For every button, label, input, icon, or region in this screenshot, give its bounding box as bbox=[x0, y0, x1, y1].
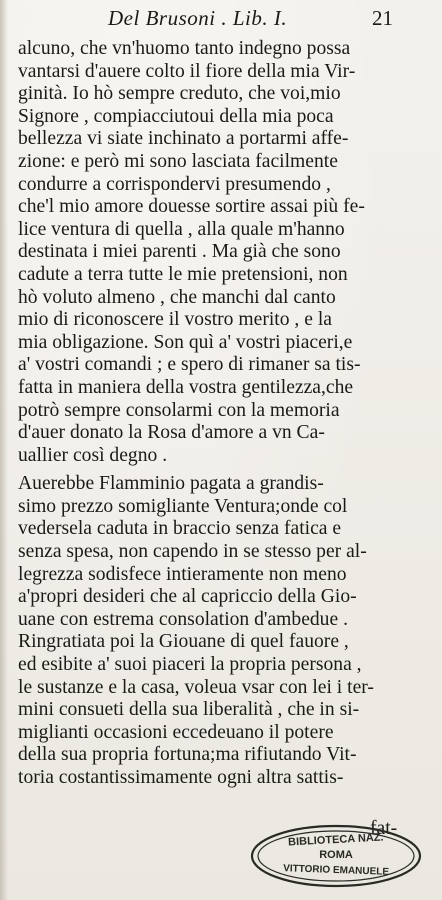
text-line: condurre a corrispondervi presumendo , bbox=[18, 173, 331, 195]
library-stamp bbox=[248, 822, 424, 890]
text-line: uane con estrema consolation d'ambedue . bbox=[18, 608, 348, 630]
text-line: mio di riconoscere il vostro merito , e la bbox=[18, 309, 332, 331]
text-line: fatta in maniera della vostra gentilezza,che bbox=[18, 376, 354, 398]
stamp-text-line2: ROMA bbox=[319, 849, 353, 861]
text-line: bellezza vi siate inchinato a portarmi affe- bbox=[18, 128, 349, 150]
text-line: cadute a terra tutte le mie pretensioni, non bbox=[18, 263, 348, 285]
text-line: destinata i miei parenti . Ma già che sono bbox=[18, 241, 341, 263]
text-line: ginità. Io hò sempre creduto, che voi,mio bbox=[18, 83, 341, 105]
stamp-text-line3: VITTORIO EMANUELE bbox=[282, 863, 390, 878]
page-number: 21 bbox=[372, 6, 393, 30]
text-line: ed esibite a' suoi piaceri la propria persona , bbox=[18, 654, 362, 676]
text-line: zione: e però mi sono lasciata facilmente bbox=[18, 150, 338, 172]
running-title: Del Brusoni . Lib. I. bbox=[108, 6, 288, 30]
text-line: Signore , compiacciutoui della mia poca bbox=[18, 105, 334, 127]
text-line: della sua propria fortuna;ma rifiutando Vit- bbox=[18, 744, 357, 766]
text-line: miglianti occasioni eccedeuano il potere bbox=[18, 721, 334, 743]
catchword: fat- bbox=[370, 818, 398, 839]
text-line: senza spesa, non capendo in se stesso per al- bbox=[18, 541, 367, 563]
text-line: a'propri desideri che al capriccio della Gio- bbox=[18, 586, 357, 608]
text-line: alcuno, che vn'huomo tanto indegno possa bbox=[18, 38, 351, 59]
text-line: simo prezzo somigliante Ventura;onde col bbox=[18, 495, 348, 517]
body-text bbox=[18, 38, 424, 790]
text-line: a' vostri comandi ; e spero di rimaner sa tis- bbox=[18, 354, 361, 376]
text-line: Ringratiata poi la Giouane di quel fauore , bbox=[18, 631, 349, 653]
text-line: toria costantissimamente ogni altra sattis- bbox=[18, 767, 344, 788]
text-line: vantarsi d'auere colto il fiore della mia Vir- bbox=[18, 60, 356, 82]
text-line: Auerebbe Flamminio pagata a grandis- bbox=[18, 473, 324, 495]
text-line: potrò sempre consolarmi con la memoria bbox=[18, 399, 340, 421]
text-line: vedersela caduta in braccio senza fatica e bbox=[18, 518, 342, 540]
text-line: mia obligazione. Son quì a' vostri piaceri,e bbox=[18, 331, 353, 353]
text-line: uallier così degno . bbox=[18, 444, 168, 466]
page-header bbox=[0, 6, 442, 36]
text-line: che'l mio amore douesse sortire assai più fe- bbox=[18, 196, 365, 218]
stamp-text-line1: BIBLIOTECA NAZ. bbox=[287, 831, 384, 849]
text-line: mini consueti della sua liberalità , che in si- bbox=[18, 699, 360, 721]
text-line: legrezza sodisfece intieramente non meno bbox=[18, 563, 347, 585]
page-gutter-shadow bbox=[0, 0, 8, 900]
text-line: le sustanze e la casa, voleua vsar con lei i ter- bbox=[18, 676, 374, 698]
text-line: hò voluto almeno , che manchi dal canto bbox=[18, 286, 336, 308]
text-line: lice ventura di quella , alla quale m'hanno bbox=[18, 218, 345, 240]
text-line: d'auer donato la Rosa d'amore a vn Ca- bbox=[18, 422, 325, 444]
